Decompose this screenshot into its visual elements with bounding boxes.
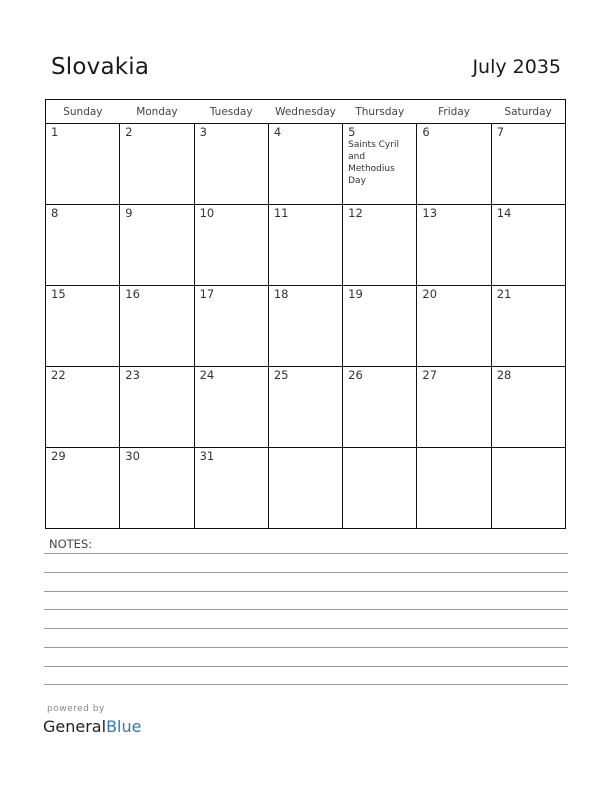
week-row	[46, 448, 566, 529]
day-cell	[417, 205, 491, 286]
note-line	[44, 628, 568, 629]
day-cell	[268, 124, 342, 205]
day-cell	[46, 124, 120, 205]
weekday-monday: Monday	[120, 100, 194, 124]
weekday-friday: Friday	[417, 100, 491, 124]
day-number: 10	[199, 206, 215, 220]
note-line	[44, 666, 568, 667]
day-number: 1	[51, 125, 59, 139]
day-cell	[491, 205, 565, 286]
brand-general: General	[43, 717, 107, 736]
day-cell	[343, 367, 417, 448]
day-number: 16	[125, 287, 140, 301]
note-line	[44, 647, 568, 648]
day-number: 24	[199, 368, 215, 382]
day-number: 29	[51, 449, 66, 463]
day-number: 23	[125, 368, 140, 382]
day-number: 25	[273, 368, 289, 382]
week-row	[46, 367, 566, 448]
day-cell	[120, 448, 194, 529]
day-cell	[491, 286, 565, 367]
weekday-sunday: Sunday	[46, 100, 120, 124]
day-cell	[343, 124, 417, 205]
day-cell	[343, 205, 417, 286]
generalblue-logo	[43, 717, 141, 736]
week-row	[46, 124, 566, 205]
note-line	[44, 609, 568, 610]
day-number: 6	[422, 125, 430, 139]
day-cell	[491, 124, 565, 205]
weekday-thursday: Thursday	[343, 100, 417, 124]
day-cell	[268, 367, 342, 448]
day-cell	[491, 448, 565, 529]
day-number: 27	[422, 368, 438, 382]
month-year-title: July 2035	[472, 56, 561, 78]
week-row	[46, 286, 566, 367]
day-number: 11	[273, 206, 289, 220]
day-number: 17	[199, 287, 215, 301]
day-cell	[417, 286, 491, 367]
day-cell	[343, 448, 417, 529]
day-number: 14	[496, 206, 512, 220]
day-cell	[194, 367, 268, 448]
calendar-grid	[45, 99, 566, 529]
day-number: 8	[51, 206, 59, 220]
weekday-header-row	[46, 100, 566, 124]
day-cell	[491, 367, 565, 448]
note-line	[44, 684, 568, 685]
day-number: 19	[348, 287, 363, 301]
day-number: 15	[51, 287, 66, 301]
day-number: 13	[422, 206, 438, 220]
day-number: 26	[348, 368, 363, 382]
day-cell	[268, 286, 342, 367]
day-cell	[194, 448, 268, 529]
day-cell	[417, 124, 491, 205]
day-cell	[268, 448, 342, 529]
day-cell	[46, 205, 120, 286]
day-cell	[46, 286, 120, 367]
day-number: 18	[273, 287, 289, 301]
day-cell	[194, 286, 268, 367]
day-number: 7	[496, 125, 505, 139]
weekday-tuesday: Tuesday	[194, 100, 268, 124]
note-line	[44, 553, 568, 554]
day-cell	[120, 205, 194, 286]
weekday-wednesday: Wednesday	[268, 100, 342, 124]
weekday-saturday: Saturday	[491, 100, 565, 124]
day-cell	[120, 367, 194, 448]
day-number: 28	[496, 368, 512, 382]
day-cell	[194, 124, 268, 205]
week-row	[46, 205, 566, 286]
day-cell	[120, 286, 194, 367]
note-line	[44, 591, 568, 592]
day-cell	[417, 448, 491, 529]
day-number: 9	[125, 206, 133, 220]
day-number: 31	[199, 449, 215, 463]
day-cell	[417, 367, 491, 448]
notes-label: NOTES:	[49, 537, 93, 551]
day-number: 20	[422, 287, 438, 301]
day-cell	[120, 124, 194, 205]
day-number: 21	[496, 287, 512, 301]
day-cell	[194, 205, 268, 286]
country-title: Slovakia	[51, 54, 150, 80]
day-cell	[46, 367, 120, 448]
note-line	[44, 572, 568, 573]
day-number: 4	[273, 125, 282, 139]
day-cell	[268, 205, 342, 286]
day-number: 2	[125, 125, 133, 139]
brand-blue: Blue	[106, 717, 142, 736]
day-cell	[46, 448, 120, 529]
powered-by-text: powered by	[47, 704, 105, 714]
day-number: 30	[125, 449, 140, 463]
day-number: 5	[348, 125, 356, 139]
day-number: 22	[51, 368, 66, 382]
day-number: 12	[348, 206, 363, 220]
day-cell	[343, 286, 417, 367]
holiday-label: Saints Cyril and Methodius Day	[348, 140, 399, 186]
day-number: 3	[199, 125, 207, 139]
